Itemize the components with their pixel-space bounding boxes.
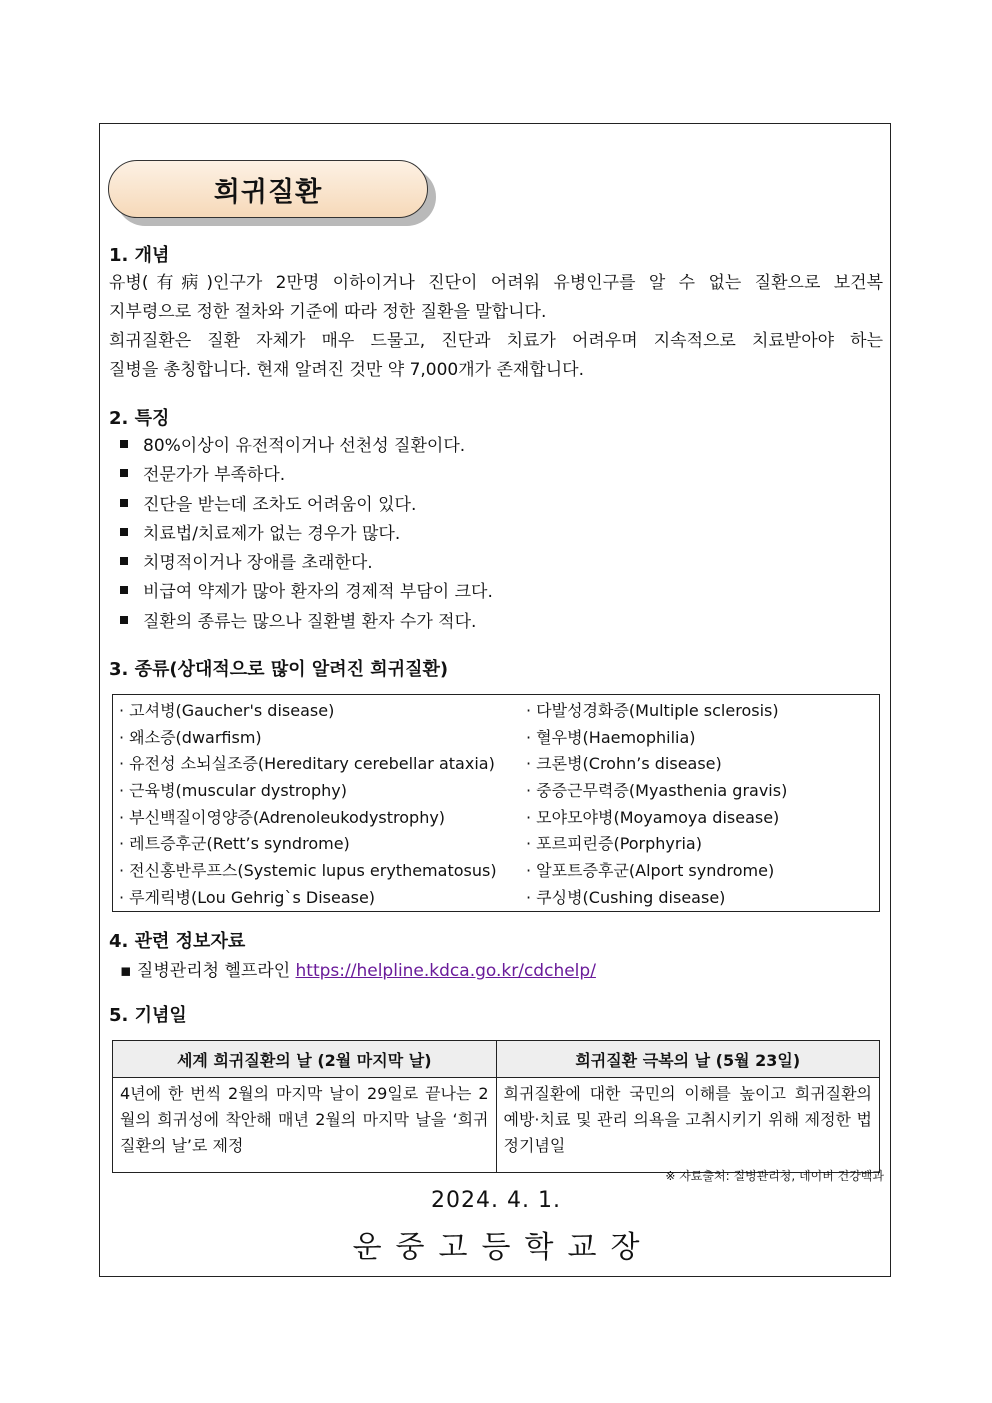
table-cell: 4년에 한 번씩 2월의 마지막 날이 29일로 끝나는 2월의 희귀성에 착안해 매년 2월의 마지막 날을 ‘희귀질환의 날’로 제정 xyxy=(113,1078,497,1173)
disease-item: · 왜소증(dwarfism) xyxy=(119,727,262,747)
disease-item: · 전신홍반루프스(Systemic lupus erythematosus) xyxy=(119,861,497,881)
table-header-row xyxy=(113,1041,880,1078)
memorial-days-table xyxy=(112,1040,880,1173)
disease-item: · 포르피린증(Porphyria) xyxy=(526,834,702,854)
square-bullet-icon xyxy=(120,528,128,536)
features-list xyxy=(120,432,493,637)
disease-item: · 고셔병(Gaucher's disease) xyxy=(119,701,335,720)
table-row xyxy=(113,1078,880,1173)
helpline-info xyxy=(120,956,596,981)
square-bullet-icon xyxy=(120,499,128,507)
disease-column-right xyxy=(526,698,787,912)
feature-item: 진단을 받는데 조차도 어려움이 있다. xyxy=(120,491,493,520)
section-2-heading: 2. 특징 xyxy=(109,408,170,429)
concept-line-1: 유병(有病)인구가 2만명 이하이거나 진단이 어려워 유병인구를 알 수 없는 질환으로 보건복 xyxy=(109,273,883,293)
disease-item: · 근육병(muscular dystrophy) xyxy=(119,781,347,801)
square-bullet-icon xyxy=(120,469,128,477)
disease-item: · 알포트증후군(Alport syndrome) xyxy=(526,861,775,881)
square-bullet-icon xyxy=(120,586,128,594)
helpline-label: ▪ 질병관리청 헬프라인 xyxy=(120,961,296,981)
section-4-heading: 4. 관련 정보자료 xyxy=(109,931,246,952)
feature-item: 치명적이거나 장애를 초래한다. xyxy=(120,549,493,578)
disease-item: · 혈우병(Haemophilia) xyxy=(526,727,696,747)
title-banner xyxy=(108,160,438,226)
table-cell: 희귀질환에 대한 국민의 이해를 높이고 희귀질환의 예방·치료 및 관리 의욕을 고취시키기 위해 제정한 법정기념일 xyxy=(496,1078,880,1173)
helpline-link[interactable]: https://helpline.kdca.go.kr/cdchelp/ xyxy=(295,961,596,981)
disease-item: · 부신백질이영양증(Adrenoleukodystrophy) xyxy=(119,807,446,827)
concept-line-2: 지부령으로 정한 절차와 기준에 따라 정한 질환을 말합니다. xyxy=(109,302,547,322)
disease-item: · 루게릭병(Lou Gehrig`s Disease) xyxy=(119,887,376,907)
disease-item: · 크론병(Crohn’s disease) xyxy=(526,754,722,774)
disease-item: · 레트증후군(Rett’s syndrome) xyxy=(119,834,350,854)
disease-item: · 중증근무력증(Myasthenia gravis) xyxy=(526,781,788,801)
disease-column-left xyxy=(119,698,497,912)
disease-item: · 쿠싱병(Cushing disease) xyxy=(526,887,726,907)
page-title: 희귀질환 xyxy=(108,160,428,218)
table-header-cell: 세계 희귀질환의 날 (2월 마지막 날) xyxy=(113,1041,497,1078)
section-5-heading: 5. 기념일 xyxy=(109,1005,187,1026)
square-bullet-icon xyxy=(120,557,128,565)
table-header-cell: 희귀질환 극복의 날 (5월 23일) xyxy=(496,1041,880,1078)
concept-line-4: 질병을 총칭합니다. 현재 알려진 것만 약 7,000개가 존재합니다. xyxy=(109,360,585,380)
section-1-heading: 1. 개념 xyxy=(109,245,170,266)
source-note: ※ 자료출처: 질병관리청, 네이버 건강백과 xyxy=(665,1169,884,1183)
feature-item: 질환의 종류는 많으나 질환별 환자 수가 적다. xyxy=(120,608,493,637)
feature-item: 비급여 약제가 많아 환자의 경제적 부담이 크다. xyxy=(120,578,493,607)
square-bullet-icon xyxy=(120,440,128,448)
section-3-heading: 3. 종류(상대적으로 많이 알려진 희귀질환) xyxy=(109,659,449,680)
school-principal: 운중고등학교장 xyxy=(352,1230,654,1265)
issue-date: 2024. 4. 1. xyxy=(431,1188,561,1213)
disease-list-box xyxy=(112,694,880,912)
feature-item: 80%이상이 유전적이거나 선천성 질환이다. xyxy=(120,432,493,461)
square-bullet-icon xyxy=(120,616,128,624)
concept-line-3: 희귀질환은 질환 자체가 매우 드물고, 진단과 치료가 어려우며 지속적으로 치료받아야 하는 xyxy=(109,331,883,351)
disease-item: · 유전성 소뇌실조증(Hereditary cerebellar ataxia) xyxy=(119,754,495,774)
disease-item: · 모야모야병(Moyamoya disease) xyxy=(526,807,780,827)
feature-item: 전문가가 부족하다. xyxy=(120,461,493,490)
feature-item: 치료법/치료제가 없는 경우가 많다. xyxy=(120,520,493,549)
disease-item: · 다발성경화증(Multiple sclerosis) xyxy=(526,701,779,720)
